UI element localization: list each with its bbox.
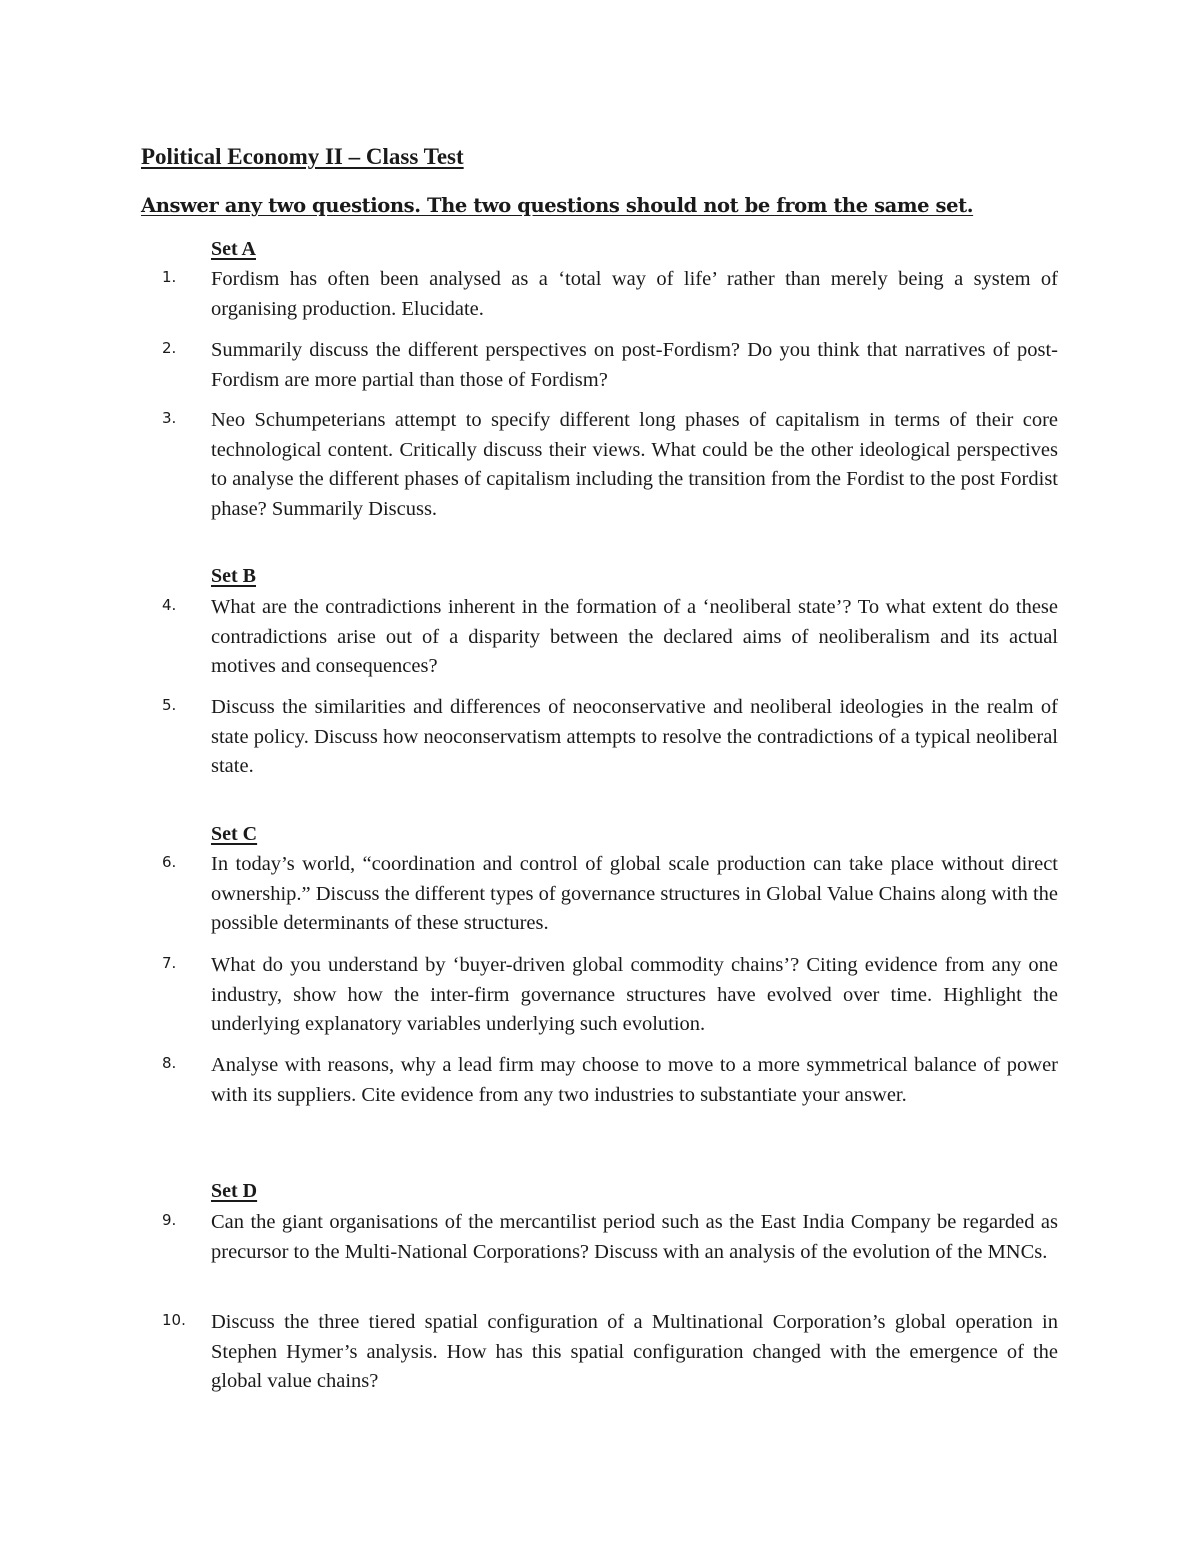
question-number: 10. [162, 1311, 186, 1329]
set-b-heading: Set B [211, 565, 256, 587]
question-text: In today’s world, “coordination and control of global scale production can take place without direct ownership.” Discuss the different types of governance structures in Global Value Chains along with the possible determinants of these structures. [211, 853, 1058, 934]
question-text: Analyse with reasons, why a lead firm may choose to move to a more symmetrical balance of power with its suppliers. Cite evidence from any two industries to substantiate your answer. [211, 1054, 1058, 1106]
question-text: What do you understand by ‘buyer-driven global commodity chains’? Citing evidence from any one industry, show how the inter-firm governance structures have evolved over time. Highlight the underlying explanatory variables underlying such evolution. [211, 954, 1058, 1035]
question-text: Discuss the similarities and differences of neoconservative and neoliberal ideologies in the realm of state policy. Discuss how neoconservatism attempts to resolve the contradictions of a typical neoliberal state. [211, 696, 1058, 777]
set-c-heading: Set C [211, 823, 258, 845]
question-number: 3. [162, 409, 177, 427]
question-number: 5. [162, 696, 177, 714]
question-number: 1. [162, 268, 177, 286]
question-text: Neo Schumpeterians attempt to specify different long phases of capitalism in terms of their core technological content. Critically discuss their views. What could be the other ideological perspectives to analyse the different phases of capitalism including the transition from the Fordist to the post Fordist phase? Summarily Discuss. [211, 409, 1058, 520]
question-number: 2. [162, 339, 177, 357]
question-number: 6. [162, 853, 177, 871]
page-title: Political Economy II – Class Test [141, 144, 464, 169]
question-text: Summarily discuss the different perspectives on post-Fordism? Do you think that narratives of post-Fordism are more partial than those of Fordism? [211, 339, 1058, 391]
question-number: 7. [162, 954, 177, 972]
question-text: Discuss the three tiered spatial configuration of a Multinational Corporation’s global operation in Stephen Hymer’s analysis. How has this spatial configuration changed with the emergence of the global value chains? [211, 1311, 1058, 1392]
instructions: Answer any two questions. The two questions should not be from the same set. [141, 194, 974, 217]
question-text: Can the giant organisations of the mercantilist period such as the East India Company be regarded as precursor to the Multi-National Corporations? Discuss with an analysis of the evolution of the MNCs. [211, 1211, 1058, 1263]
question-text: What are the contradictions inherent in the formation of a ‘neoliberal state’? To what extent do these contradictions arise out of a disparity between the declared aims of neoliberalism and its actual motives and consequences? [211, 596, 1058, 677]
question-text: Fordism has often been analysed as a ‘total way of life’ rather than merely being a system of organising production. Elucidate. [211, 268, 1058, 320]
question-number: 4. [162, 596, 177, 614]
set-d-heading: Set D [211, 1180, 258, 1202]
question-number: 9. [162, 1211, 177, 1229]
question-number: 8. [162, 1054, 177, 1072]
set-a-heading: Set A [211, 238, 256, 260]
